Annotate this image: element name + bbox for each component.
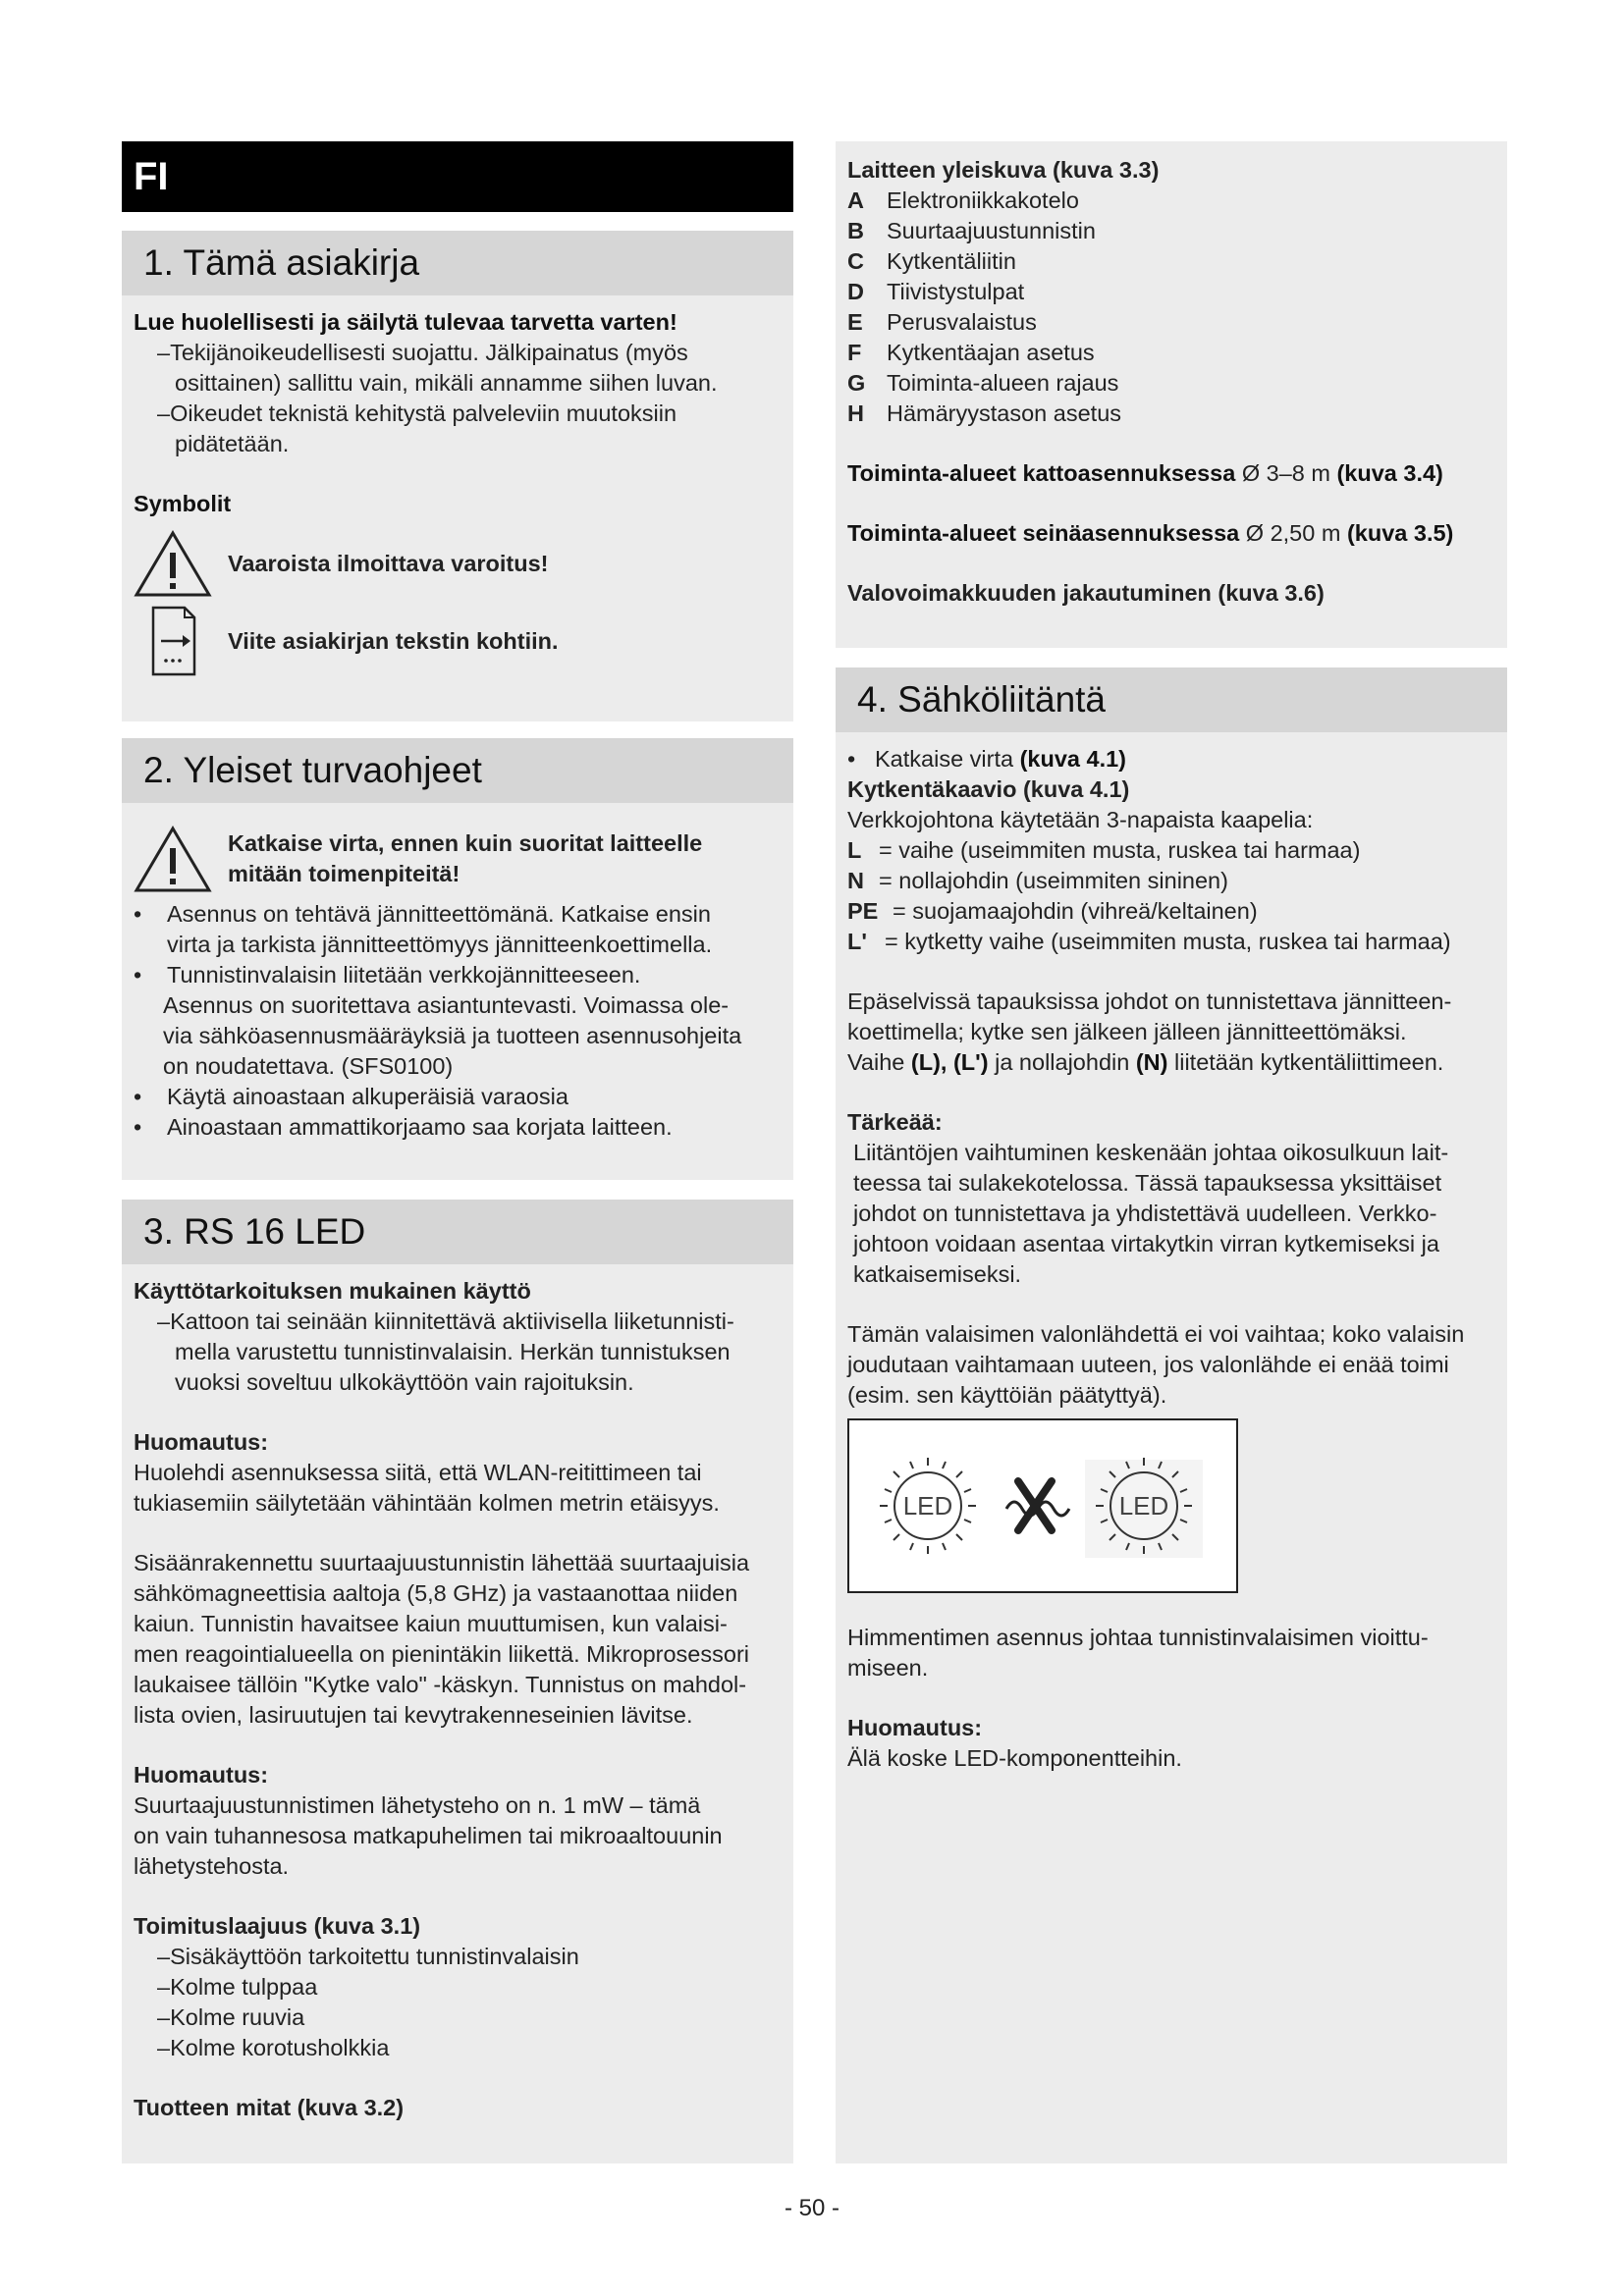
safety-warning-row xyxy=(134,825,782,893)
sensor-paragraph: Sisäänrakennettu suurtaajuustunnistin lähettää suurtaajuisia sähkömagneettisia aaltoja (5,8 GHz) ja vastaanottaa niiden kaiun. Tunnistin havaitsee kaiun muuttumisen, kun valaisi- men reagointialueella on pienintäkin liikettä. Mikroprosessori laukaisee tällöin "Kytke valo" -käskyn. Tunnistus on mahdol- lista ovien, lasiruutujen tai kevytrakenneseinien lävitse. xyxy=(134,1550,750,1728)
diagram-intro: Verkkojohtona käytetään 3-napaista kaapelia: xyxy=(847,807,1314,832)
section-electrical xyxy=(836,667,1507,2163)
list-item: • Käytä ainoastaan alkuperäisiä varaosia xyxy=(134,1082,782,1112)
wire-definition: L' = kytketty vaihe (useimmiten musta, ruskea tai harmaa) xyxy=(847,929,1451,954)
document-reference-icon xyxy=(134,606,212,676)
list-item-continuation: Asennus on suoritettava asiantuntevasti. Voimassa ole- via sähköasennusmääräyksiä ja tuotteen asennusohjeita on noudatettava. (SFS0100) xyxy=(163,992,742,1079)
note-text: Suurtaajuustunnistimen lähetysteho on n. 1 mW – tämä on vain tuhannesosa matkapuhelimen tai mikroaaltouunin lähetystehosta. xyxy=(134,1792,723,1879)
section-title: 3. RS 16 LED xyxy=(122,1200,793,1264)
list-item: B Suurtaajuustunnistin xyxy=(847,218,1096,243)
symbols-heading: Symbolit xyxy=(134,491,232,516)
warning-triangle-icon xyxy=(134,529,212,598)
list-item: • Asennus on tehtävä jännitteettömänä. Katkaise ensin virta ja tarkista jännitteettömyys jännitteenkoettimella. xyxy=(134,899,782,960)
warning-triangle-icon xyxy=(134,825,212,893)
list-item: D Tiivistystulpat xyxy=(847,279,1025,304)
list-item: – Kolme korotusholkkia xyxy=(134,2033,782,2063)
ceiling-range: Toiminta-alueet kattoasennuksessa Ø 3–8 m (kuva 3.4) xyxy=(847,460,1443,486)
symbol-warning-text: Vaaroista ilmoittava varoitus! xyxy=(228,550,549,576)
wire-definition: L = vaihe (useimmiten musta, ruskea tai harmaa) xyxy=(847,837,1361,863)
safety-warning-text: Katkaise virta, ennen kuin suoritat laitteelle mitään toimenpiteitä! xyxy=(228,830,703,886)
dimensions-heading: Tuotteen mitat (kuva 3.2) xyxy=(134,2095,405,2120)
section-product xyxy=(122,1200,793,2163)
list-item: G Toiminta-alueen rajaus xyxy=(847,370,1119,396)
note-heading: Huomautus: xyxy=(134,1762,269,1788)
led-label-right: LED xyxy=(1118,1491,1169,1521)
unclear-text: Epäselvissä tapauksissa johdot on tunnistettava jännitteen- koettimella; kytke sen jälkeen jälleen jännitteettömäksi. xyxy=(847,988,1452,1044)
overview-heading: Laitteen yleiskuva (kuva 3.3) xyxy=(847,157,1160,183)
note-heading: Huomautus: xyxy=(134,1429,269,1455)
symbol-reference-text: Viite asiakirjan tekstin kohtiin. xyxy=(228,627,559,654)
important-heading: Tärkeää: xyxy=(847,1109,943,1135)
dimmer-text: Himmentimen asennus johtaa tunnistinvalaisimen vioittu- miseen. xyxy=(847,1625,1429,1681)
led-dimmer-figure xyxy=(847,1418,1238,1593)
list-item: – Tekijänoikeudellisesti suojattu. Jälkipainatus (myös osittainen) sallittu vain, mikäli annamme siihen luvan. xyxy=(134,338,782,399)
use-heading: Käyttötarkoituksen mukainen käyttö xyxy=(134,1278,531,1304)
phase-text: Vaihe (L), (L') ja nollajohdin (N) liitetään kytkentäliittimeen. xyxy=(847,1049,1444,1075)
left-column xyxy=(122,141,793,2120)
lead-text: Lue huolellisesti ja säilytä tulevaa tarvetta varten! xyxy=(134,309,677,335)
light-distribution: Valovoimakkuuden jakautuminen (kuva 3.6) xyxy=(847,580,1325,606)
section-title: 1. Tämä asiakirja xyxy=(122,231,793,295)
language-header: FI xyxy=(122,141,793,212)
symbol-warning-row xyxy=(134,529,782,598)
list-item: – Sisäkäyttöön tarkoitettu tunnistinvalaisin xyxy=(134,1942,782,1972)
symbol-reference-row xyxy=(134,606,782,676)
lamp-text: Tämän valaisimen valonlähdettä ei voi vaihtaa; koko valaisin joudutaan vaihtamaan uuteen, jos valonlähde ei enää toimi (esim. sen käyttöiän päätyttyä). xyxy=(847,1321,1465,1408)
led-label-left: LED xyxy=(902,1491,953,1521)
list-item: F Kytkentäajan asetus xyxy=(847,340,1095,365)
list-item: • Tunnistinvalaisin liitetään verkkojännitteeseen. xyxy=(134,960,782,990)
wall-range: Toiminta-alueet seinäasennuksessa Ø 2,50 m (kuva 3.5) xyxy=(847,520,1454,546)
led-no-dimmer-illustration xyxy=(849,1420,1236,1591)
list-item: • Katkaise virta (kuva 4.1) xyxy=(847,744,1495,774)
wire-definition: N = nollajohdin (useimmiten sininen) xyxy=(847,868,1228,893)
diagram-heading: Kytkentäkaavio (kuva 4.1) xyxy=(847,776,1130,802)
note-text: Älä koske LED-komponentteihin. xyxy=(847,1745,1182,1771)
list-item: • Ainoastaan ammattikorjaamo saa korjata laitteen. xyxy=(134,1112,782,1143)
list-item: – Kolme tulppaa xyxy=(134,1972,782,2002)
list-item: – Oikeudet teknistä kehitystä palveleviin muutoksiin pidätetään. xyxy=(134,399,782,459)
note-heading: Huomautus: xyxy=(847,1715,983,1740)
section-document xyxy=(122,231,793,721)
list-item: E Perusvalaistus xyxy=(847,309,1037,335)
list-item: A Elektroniikkakotelo xyxy=(847,187,1079,213)
section-title: 2. Yleiset turvaohjeet xyxy=(122,738,793,803)
section-title: 4. Sähköliitäntä xyxy=(836,667,1507,732)
list-item: – Kolme ruuvia xyxy=(134,2002,782,2033)
page-number: - 50 - xyxy=(784,2195,839,2221)
scope-heading: Toimituslaajuus (kuva 3.1) xyxy=(134,1913,421,1939)
section-overview xyxy=(836,141,1507,648)
important-text: Liitäntöjen vaihtuminen keskenään johtaa oikosulkuun lait- teessa tai sulakekotelossa. Tässä tapauksessa yksittäiset johdot on tunnistettava ja yhdistettävä uudelleen. Verkko- johtoon voidaan asentaa virtakytkin virran kytkemiseksi ja katkaisemiseksi. xyxy=(853,1140,1449,1287)
list-item: H Hämäryystason asetus xyxy=(847,400,1122,426)
use-text: – Kattoon tai seinään kiinnitettävä aktiivisella liiketunnisti- mella varustettu tunnistinvalaisin. Herkän tunnistuksen vuoksi soveltuu ulkokäyttöön vain rajoituksin. xyxy=(134,1307,782,1398)
wire-definition: PE = suojamaajohdin (vihreä/keltainen) xyxy=(847,898,1258,924)
note-text: Huolehdi asennuksessa siitä, että WLAN-reitittimeen tai tukiasemiin säilytetään vähintään kolmen metrin etäisyys. xyxy=(134,1460,720,1516)
list-item: C Kytkentäliitin xyxy=(847,248,1016,274)
section-safety xyxy=(122,738,793,1180)
